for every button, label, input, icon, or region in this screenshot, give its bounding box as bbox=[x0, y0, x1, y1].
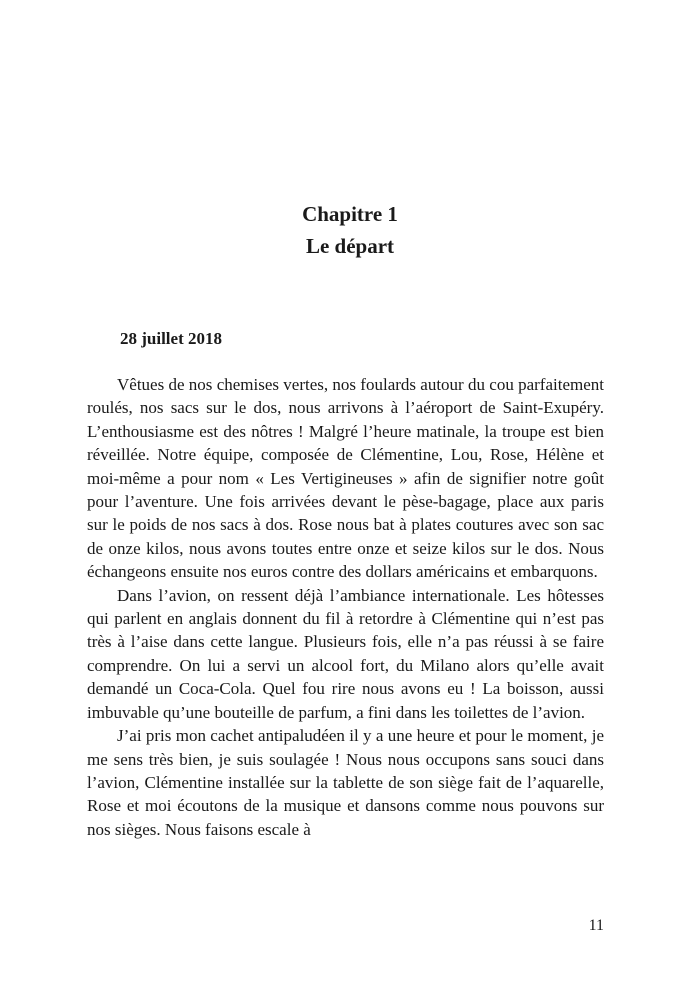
chapter-heading bbox=[0, 198, 700, 262]
paragraph: Dans l’avion, on ressent déjà l’ambiance internationale. Les hôtesses qui parlent en anglais donnent du fil à retordre à Clémentine qui n’est pas très à l’aise dans cette langue. Plusieurs fois, elle n’a pas réussi à se faire comprendre. On lui a servi un alcool fort, du Milano alors qu’elle avait demandé un Coca-Cola. Quel fou rire nous avons eu ! La boisson, aussi imbuvable qu’une bouteille de parfum, a fini dans les toilettes de l’avion. bbox=[87, 585, 604, 722]
chapter-title: Le départ bbox=[305, 234, 395, 258]
page-number: 11 bbox=[588, 917, 604, 934]
body-text bbox=[87, 373, 604, 841]
paragraph: J’ai pris mon cachet antipaludéen il y a une heure et pour le moment, je me sens très bien, je suis soulagée ! Nous nous occupons sans souci dans l’avion, Clémentine installée sur la tablette de son siège fait de l’aquarelle, Rose et moi écoutons de la musique et dansons comme nous pouvons sur nos sièges. Nous faisons escale à bbox=[87, 726, 604, 839]
paragraph: Vêtues de nos chemises vertes, nos foulards autour du cou parfaitement roulés, nos sacs sur le dos, nous arrivons à l’aéroport de Saint-Exupéry. L’enthousiasme est des nôtres ! Malgré l’heure matinale, la troupe est bien réveillée. Notre équipe, composée de Clémentine, Lou, Rose, Hélène et moi-même a pour nom « Les Vertigineuses » afin de signifier notre goût pour l’aventure. Une fois arrivées devant le pèse-bagage, place aux paris sur le poids de nos sacs à dos. Rose nous bat à plates coutures avec son sac de onze kilos, nous avons toutes entre onze et seize kilos sur le dos. Nous échangeons ensuite nos euros contre des dollars américains et embarquons. bbox=[87, 375, 604, 582]
entry-date: 28 juillet 2018 bbox=[120, 329, 222, 348]
chapter-number: Chapitre 1 bbox=[302, 202, 398, 226]
